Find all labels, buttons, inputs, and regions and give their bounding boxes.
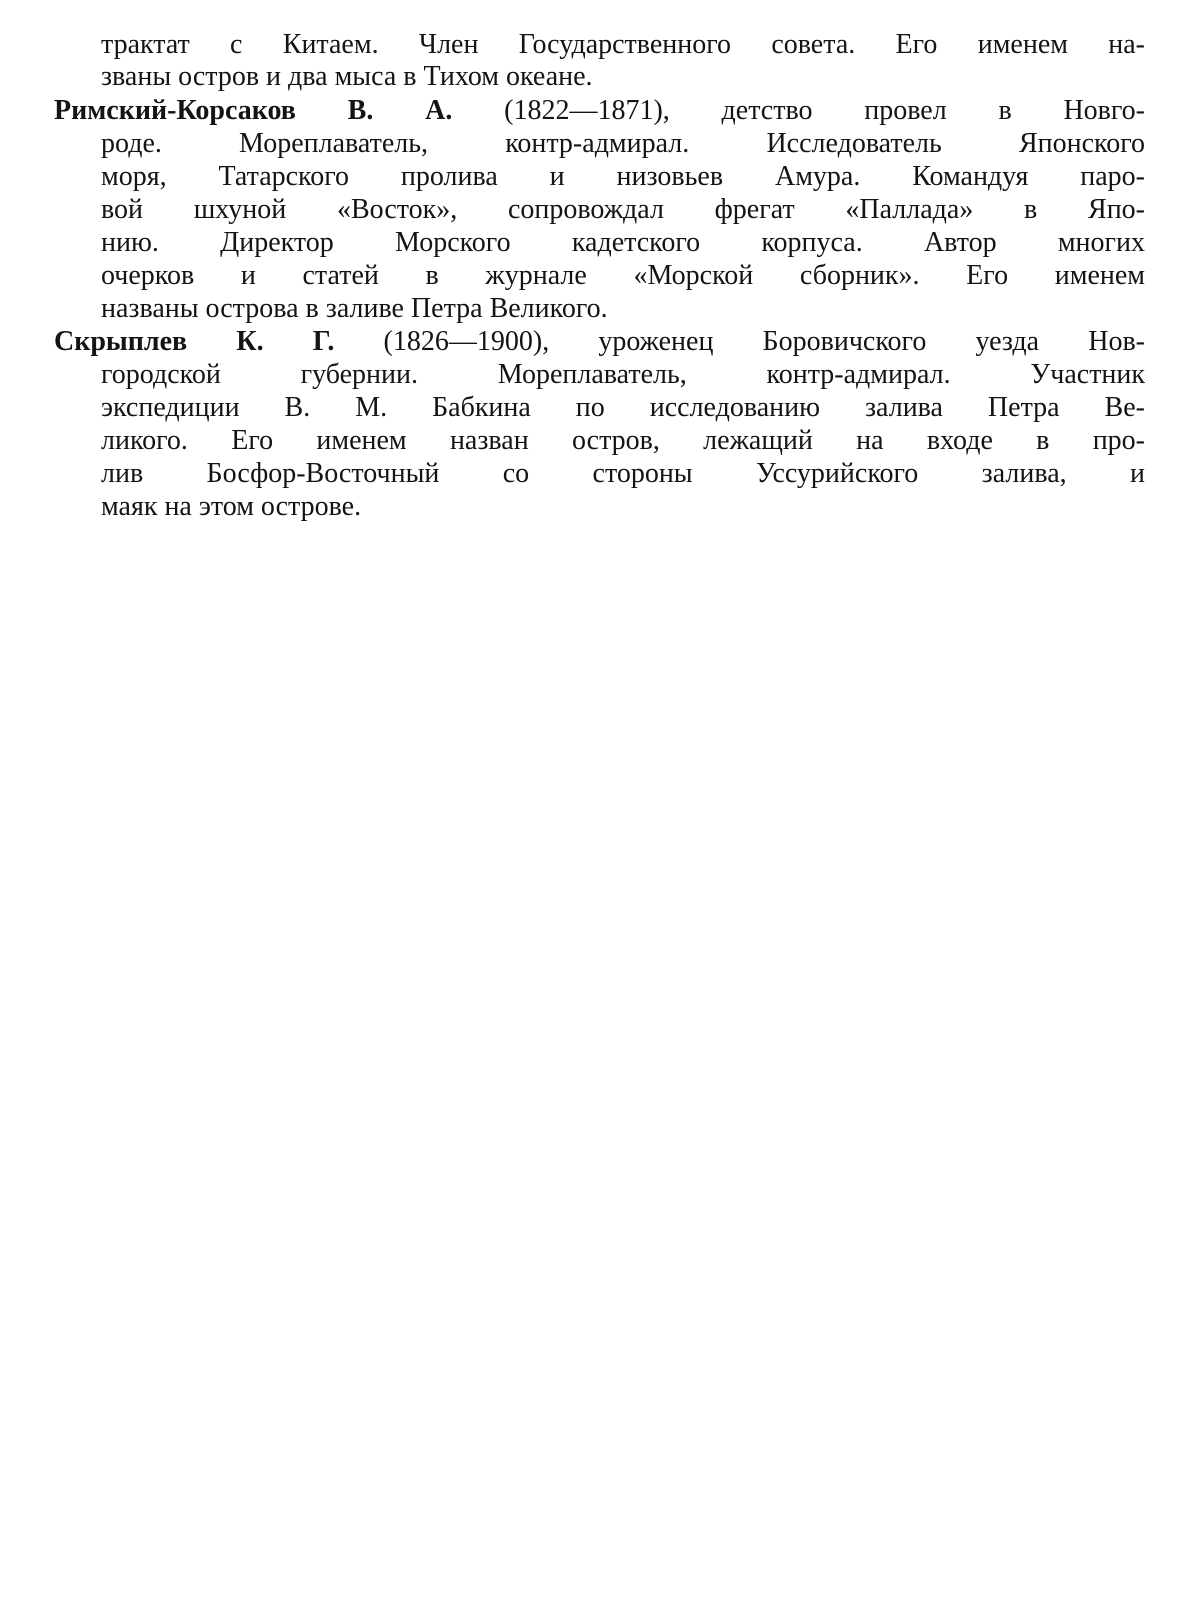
prev-entry-line-2: званы остров и два мыса в Тихом океане. — [101, 61, 593, 92]
rimsky-entry-name: Римский-Корсаков В. А. — [54, 95, 453, 126]
skrypl-entry-line-1 — [54, 326, 1145, 359]
rimsky-entry-line-3: моря, Татарского пролива и низовьев Амура. Командуя паро- — [101, 161, 1145, 192]
skrypl-entry-line-6: маяк на этом острове. — [101, 491, 362, 522]
skrypl-entry-line-4: ликого. Его именем назван остров, лежащий на входе в про- — [101, 425, 1145, 456]
rimsky-entry-first-rest: (1822—1871), детство провел в Новго- — [452, 95, 1146, 126]
skrypl-entry-line-5: лив Босфор-Восточный со стороны Уссурийского залива, и — [101, 458, 1145, 489]
rimsky-entry-line-4: вой шхуной «Восток», сопровождал фрегат «Паллада» в Япо- — [101, 194, 1145, 225]
rimsky-entry-line-2: роде. Мореплаватель, контр-адмирал. Исследователь Японского — [101, 128, 1145, 159]
skrypl-entry-first-rest: (1826—1900), уроженец Боровичского уезда Нов- — [334, 326, 1145, 357]
skrypl-entry-line-2: городской губернии. Мореплаватель, контр-адмирал. Участник — [101, 359, 1145, 390]
rimsky-entry-line-1 — [54, 95, 1145, 128]
rimsky-entry-line-7: названы острова в заливе Петра Великого. — [101, 293, 608, 324]
skrypl-entry-name: Скрыплев К. Г. — [54, 326, 335, 357]
prev-entry-line-1: трактат с Китаем. Член Государственного совета. Его именем на- — [101, 29, 1145, 60]
skrypl-entry-line-3: экспедиции В. М. Бабкина по исследованию залива Петра Ве- — [101, 392, 1145, 423]
rimsky-entry-line-6: очерков и статей в журнале «Морской сборник». Его именем — [101, 260, 1145, 291]
rimsky-entry-line-5: нию. Директор Морского кадетского корпуса. Автор многих — [101, 227, 1145, 258]
